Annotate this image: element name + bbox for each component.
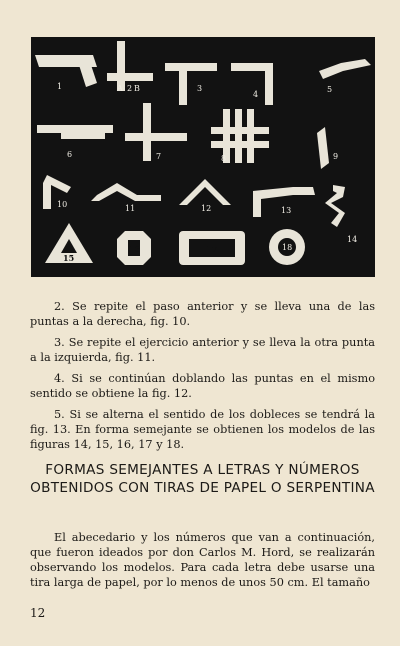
- strip-shape-9: [317, 127, 329, 169]
- strip-shape-5: [319, 59, 371, 79]
- paragraph-step-4: [30, 371, 375, 401]
- paragraph-intro-text: El abecedario y los números que van a continuación, que fueron ideados por don Carlos M. Hord, se realizarán observando los modelos. Para cada letra debe usarse una tira larga de papel, por lo menos de unos 50 cm. El tamaño: [30, 531, 375, 589]
- fig-label-4: 4: [253, 90, 259, 99]
- strip-shape-12: [179, 179, 231, 205]
- fig-label-2: 2: [127, 84, 133, 93]
- fig-label-10: 10: [57, 200, 68, 209]
- fig-label-1: 1: [57, 82, 63, 91]
- fig-label-5: 5: [327, 85, 333, 94]
- paragraph-step-2: [30, 299, 375, 329]
- fig-label-14: 14: [347, 235, 358, 244]
- fig-label-8: 8: [221, 154, 227, 163]
- paragraph-step-3-text: 3. Se repite el ejercicio anterior y se lleva la otra punta a la izquierda, fig. 11.: [30, 336, 375, 364]
- fig-label-7: 7: [156, 152, 162, 161]
- section-heading: FORMAS SEMEJANTES A LETRAS Y NÚMEROS OBTENIDOS CON TIRAS DE PAPEL O SERPENTINA: [30, 462, 375, 496]
- paragraph-step-3: [30, 335, 375, 365]
- fig-label-marker-a: A: [117, 84, 123, 93]
- figures-illustration: [31, 37, 375, 277]
- fig-label-9: 9: [333, 152, 339, 161]
- paragraph-step-5-text: 5. Si se alterna el sentido de los dobleces se tendrá la fig. 13. En forma semejante se obtienen los modelos de las figuras 14, 15, 16, 17 y 18.: [30, 408, 375, 451]
- paper-strip-figures-photo: [31, 37, 375, 277]
- paragraph-step-2-text: 2. Se repite el paso anterior y se lleva una de las puntas a la derecha, fig. 10.: [30, 300, 375, 328]
- fig-label-18: 18: [282, 243, 293, 252]
- fig-label-16: 16: [129, 244, 141, 254]
- strip-shape-3: [165, 63, 217, 71]
- fig-label-marker-b: B: [134, 84, 140, 93]
- fig-label-11: 11: [125, 204, 136, 213]
- fig-label-12: 12: [201, 204, 212, 213]
- fig-label-13: 13: [281, 206, 292, 215]
- paragraph-step-5: [30, 407, 375, 452]
- strip-shape-14: [325, 185, 345, 227]
- paragraph-intro: [30, 530, 375, 590]
- fig-label-6: 6: [67, 150, 73, 159]
- strip-shape-1b: [79, 65, 97, 87]
- fig-label-3: 3: [197, 84, 203, 93]
- page-number: 12: [30, 606, 46, 620]
- strip-shape-11: [91, 183, 161, 201]
- fig-label-15: 15: [63, 253, 75, 263]
- paragraph-step-4-text: 4. Si se continúan doblando las puntas en el mismo sentido se obtiene la fig. 12.: [30, 372, 375, 400]
- strip-shape-7: [143, 103, 151, 161]
- fig-label-17: 17: [206, 244, 218, 254]
